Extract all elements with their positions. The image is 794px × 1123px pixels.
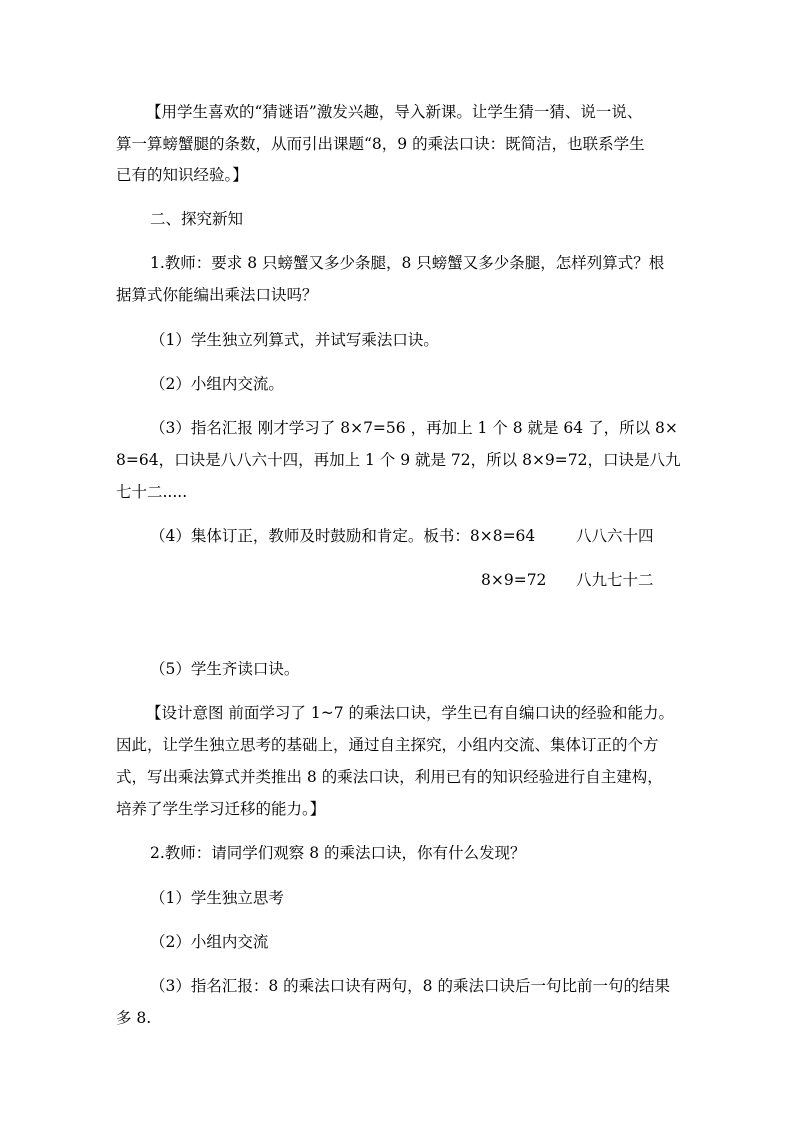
step1-item-2: （2）小组内交流。 (150, 375, 284, 393)
step2-item-3-line-2: 多 8. (116, 1009, 152, 1027)
intro-note-line-3: 已有的知识经验。】 (116, 166, 248, 184)
design-intent-line-4: 培养了学生学习迁移的能力。】 (116, 800, 326, 818)
step2-item-1: （1）学生独立思考 (150, 889, 284, 907)
step2-item-2: （2）小组内交流 (150, 933, 269, 951)
intro-note-line-1: 【用学生喜欢的“猜谜语”激发兴趣，导入新课。让学生猜一猜、说一说、 (146, 103, 643, 121)
step1-item-3-line-3: 七十二..... (116, 483, 188, 501)
design-intent-line-1: 【设计意图 前面学习了 1~7 的乘法口诀，学生已有自编口诀的经验和能力。 (146, 704, 674, 722)
design-intent-line-3: 式，写出乘法算式并类推出 8 的乘法口诀，利用已有的知识经验进行自主建构， (116, 768, 663, 786)
intro-note-line-2: 算一算螃蟹腿的条数，从而引出课题“8，9 的乘法口诀：既简洁，也联系学生 (116, 135, 645, 153)
section-heading: 二、探究新知 (150, 210, 244, 228)
board-equation-2: 8×9=72 (481, 571, 547, 589)
step1-item-5: （5）学生齐读口诀。 (150, 660, 300, 678)
step2-question: 2.教师：请同学们观察 8 的乘法口诀，你有什么发现？ (150, 844, 526, 862)
step1-item-1: （1）学生独立列算式，并试写乘法口诀。 (150, 331, 439, 349)
board-rhyme-1: 八八六十四 (576, 527, 654, 545)
step1-question-line-2: 据算式你能编出乘法口诀吗？ (116, 286, 318, 304)
step1-item-3-line-1: （3）指名汇报 刚才学习了 8×7=56 ，再加上 1 个 8 就是 64 了，所以 8× (150, 419, 678, 437)
step1-item-4: （4）集体订正，教师及时鼓励和肯定。板书：8×8=64 (150, 527, 536, 545)
step1-question-line-1: 1.教师：要求 8 只螃蟹又多少条腿，8 只螃蟹又多少条腿，怎样列算式？根 (150, 254, 665, 272)
step2-item-3-line-1: （3）指名汇报：8 的乘法口诀有两句，8 的乘法口诀后一句比前一句的结果 (150, 977, 670, 995)
board-rhyme-2: 八九七十二 (576, 571, 654, 589)
step1-item-3-line-2: 8=64，口诀是八八六十四，再加上 1 个 9 就是 72，所以 8×9=72，口诀是八九 (116, 451, 681, 469)
design-intent-line-2: 因此，让学生独立思考的基础上，通过自主探究，小组内交流、集体订正的个方 (116, 736, 659, 754)
